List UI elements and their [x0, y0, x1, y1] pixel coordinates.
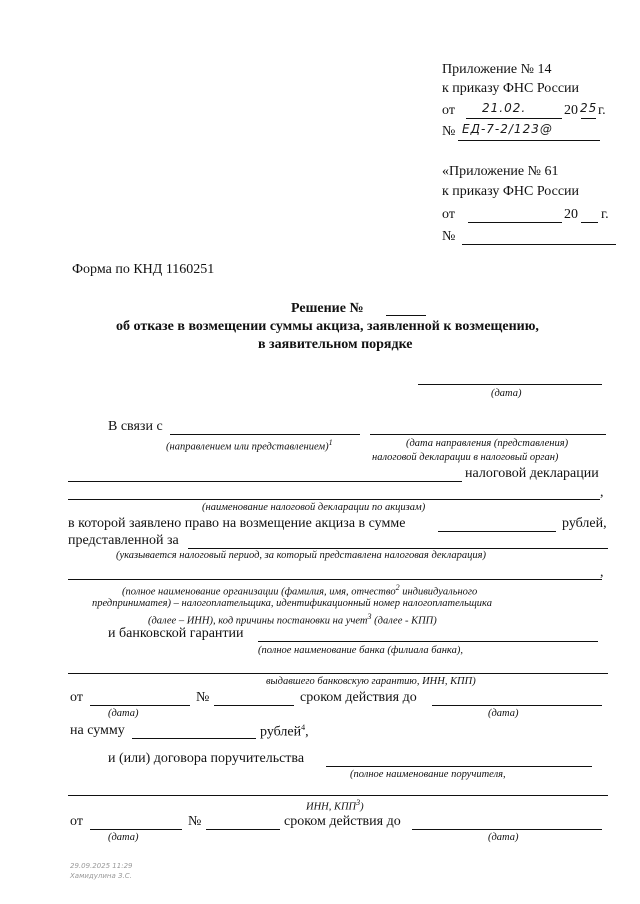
appendix61-year-suffix: г. [601, 207, 609, 222]
appendix61-date-line [468, 222, 562, 223]
claimed-amount-line [438, 531, 556, 532]
surety-date-line [90, 829, 182, 830]
direction-line [170, 434, 360, 435]
surety-number-sign: № [188, 814, 202, 829]
submitted-for-label: представленной за [68, 533, 179, 548]
direction-caption: (направлением или представлением)$^1$ [166, 438, 333, 453]
surety-label: и (или) договора поручительства [108, 751, 305, 766]
bank-guarantee-line [258, 641, 598, 642]
surety-from-label: от [70, 814, 83, 829]
appendix-order: к приказу ФНС России [442, 81, 580, 96]
surety-inn-caption: ИНН, КПП$^3$) [306, 798, 364, 813]
bank-issued-caption: выдавшего банковскую гарантию, ИНН, КПП) [266, 676, 476, 687]
appendix-number: Приложение № 14 [442, 62, 552, 77]
decision-date-line [418, 384, 602, 385]
surety-validity-label: сроком действия до [284, 814, 401, 829]
appendix-from-label: от [442, 103, 455, 118]
decision-date-caption: (дата) [491, 388, 522, 399]
surety-validity-caption: (дата) [488, 832, 519, 843]
surety-line [326, 766, 592, 767]
organization-caption-2: предприниматея) – налогоплательщика, идентификационный номер налогоплательщика [92, 598, 492, 609]
amount-rubles: рублей$^4$, [260, 723, 309, 740]
appendix-date-line [466, 118, 562, 119]
form-code: Форма по КНД 1160251 [72, 262, 215, 277]
surety-number-line [206, 829, 280, 830]
appendix61-year-prefix: 20 [564, 207, 578, 222]
appendix-year-prefix: 20 [564, 103, 578, 118]
direction-date-caption: (дата направления (представления) [406, 438, 569, 449]
declaration-name-caption: (наименование налоговой декларации по акцизам) [202, 502, 426, 513]
guarantee-validity-line [432, 705, 602, 706]
stamp-author: Хамидулина З.С. [70, 872, 132, 880]
appendix-year-suffix: г. [598, 103, 606, 118]
surety-inn-line [68, 795, 608, 796]
guarantee-from-label: от [70, 690, 83, 705]
organization-comma: , [600, 565, 604, 580]
surety-caption: (полное наименование поручителя, [350, 769, 506, 780]
bank-caption: (полное наименование банка (филиала банка), [258, 645, 463, 656]
submitted-period-line [188, 548, 608, 549]
in-connection-label: В связи с [108, 419, 163, 434]
claimed-rubles: рублей, [562, 516, 607, 531]
organization-caption-1: (полное наименование организации (фамилия, имя, отчество$^2$ индивидуального [122, 583, 478, 598]
appendix-number-line [458, 140, 600, 141]
guarantee-validity-label: сроком действия до [300, 690, 417, 705]
direction-date-line [370, 434, 606, 435]
organization-line [68, 579, 602, 580]
claimed-text: в которой заявлено право на возмещение акциза в сумме [68, 516, 406, 531]
appendix-year-line [581, 118, 596, 119]
guarantee-validity-caption: (дата) [488, 708, 519, 719]
appendix-number-label: № [442, 124, 456, 139]
guarantee-number-line [214, 705, 294, 706]
amount-label: на сумму [70, 723, 125, 738]
guarantee-number-sign: № [196, 690, 210, 705]
guarantee-date-line [90, 705, 190, 706]
appendix61-year-line [581, 222, 598, 223]
declaration-line [68, 481, 462, 482]
tax-declaration-label: налоговой декларации [465, 466, 599, 481]
appendix61-number-label: № [442, 229, 456, 244]
declaration-to-caption: налоговой декларации в налоговый орган) [372, 452, 559, 463]
appendix-number-handwritten: ЕД-7-2/123@ [462, 122, 553, 136]
amount-line [132, 738, 256, 739]
appendix61-number-line [462, 244, 616, 245]
decision-subtitle-2: в заявительном порядке [258, 337, 413, 352]
declaration-name-comma: , [600, 485, 604, 500]
period-caption: (указывается налоговый период, за который представлена налоговая декларация) [116, 550, 486, 561]
surety-date-caption: (дата) [108, 832, 139, 843]
bank-guarantee-label: и банковской гарантии [108, 626, 244, 641]
organization-caption-3: (далее – ИНН), код причины постановки на учет$^3$ (далее - КПП) [148, 612, 437, 627]
appendix61-order: к приказу ФНС России [442, 184, 580, 199]
decision-number-line [386, 315, 426, 316]
appendix-year-handwritten: 25 [580, 101, 598, 115]
surety-validity-line [412, 829, 602, 830]
decision-subtitle: об отказе в возмещении суммы акциза, заявленной к возмещению, [116, 319, 539, 334]
stamp-timestamp: 29.09.2025 11:29 [70, 862, 133, 870]
decision-title: Решение № [291, 301, 364, 316]
appendix61-number: «Приложение № 61 [442, 164, 559, 179]
appendix-date-handwritten: 21.02. [482, 101, 527, 115]
bank-issued-line [68, 673, 608, 674]
guarantee-date-caption: (дата) [108, 708, 139, 719]
appendix61-from-label: от [442, 207, 455, 222]
declaration-name-line [68, 499, 600, 500]
